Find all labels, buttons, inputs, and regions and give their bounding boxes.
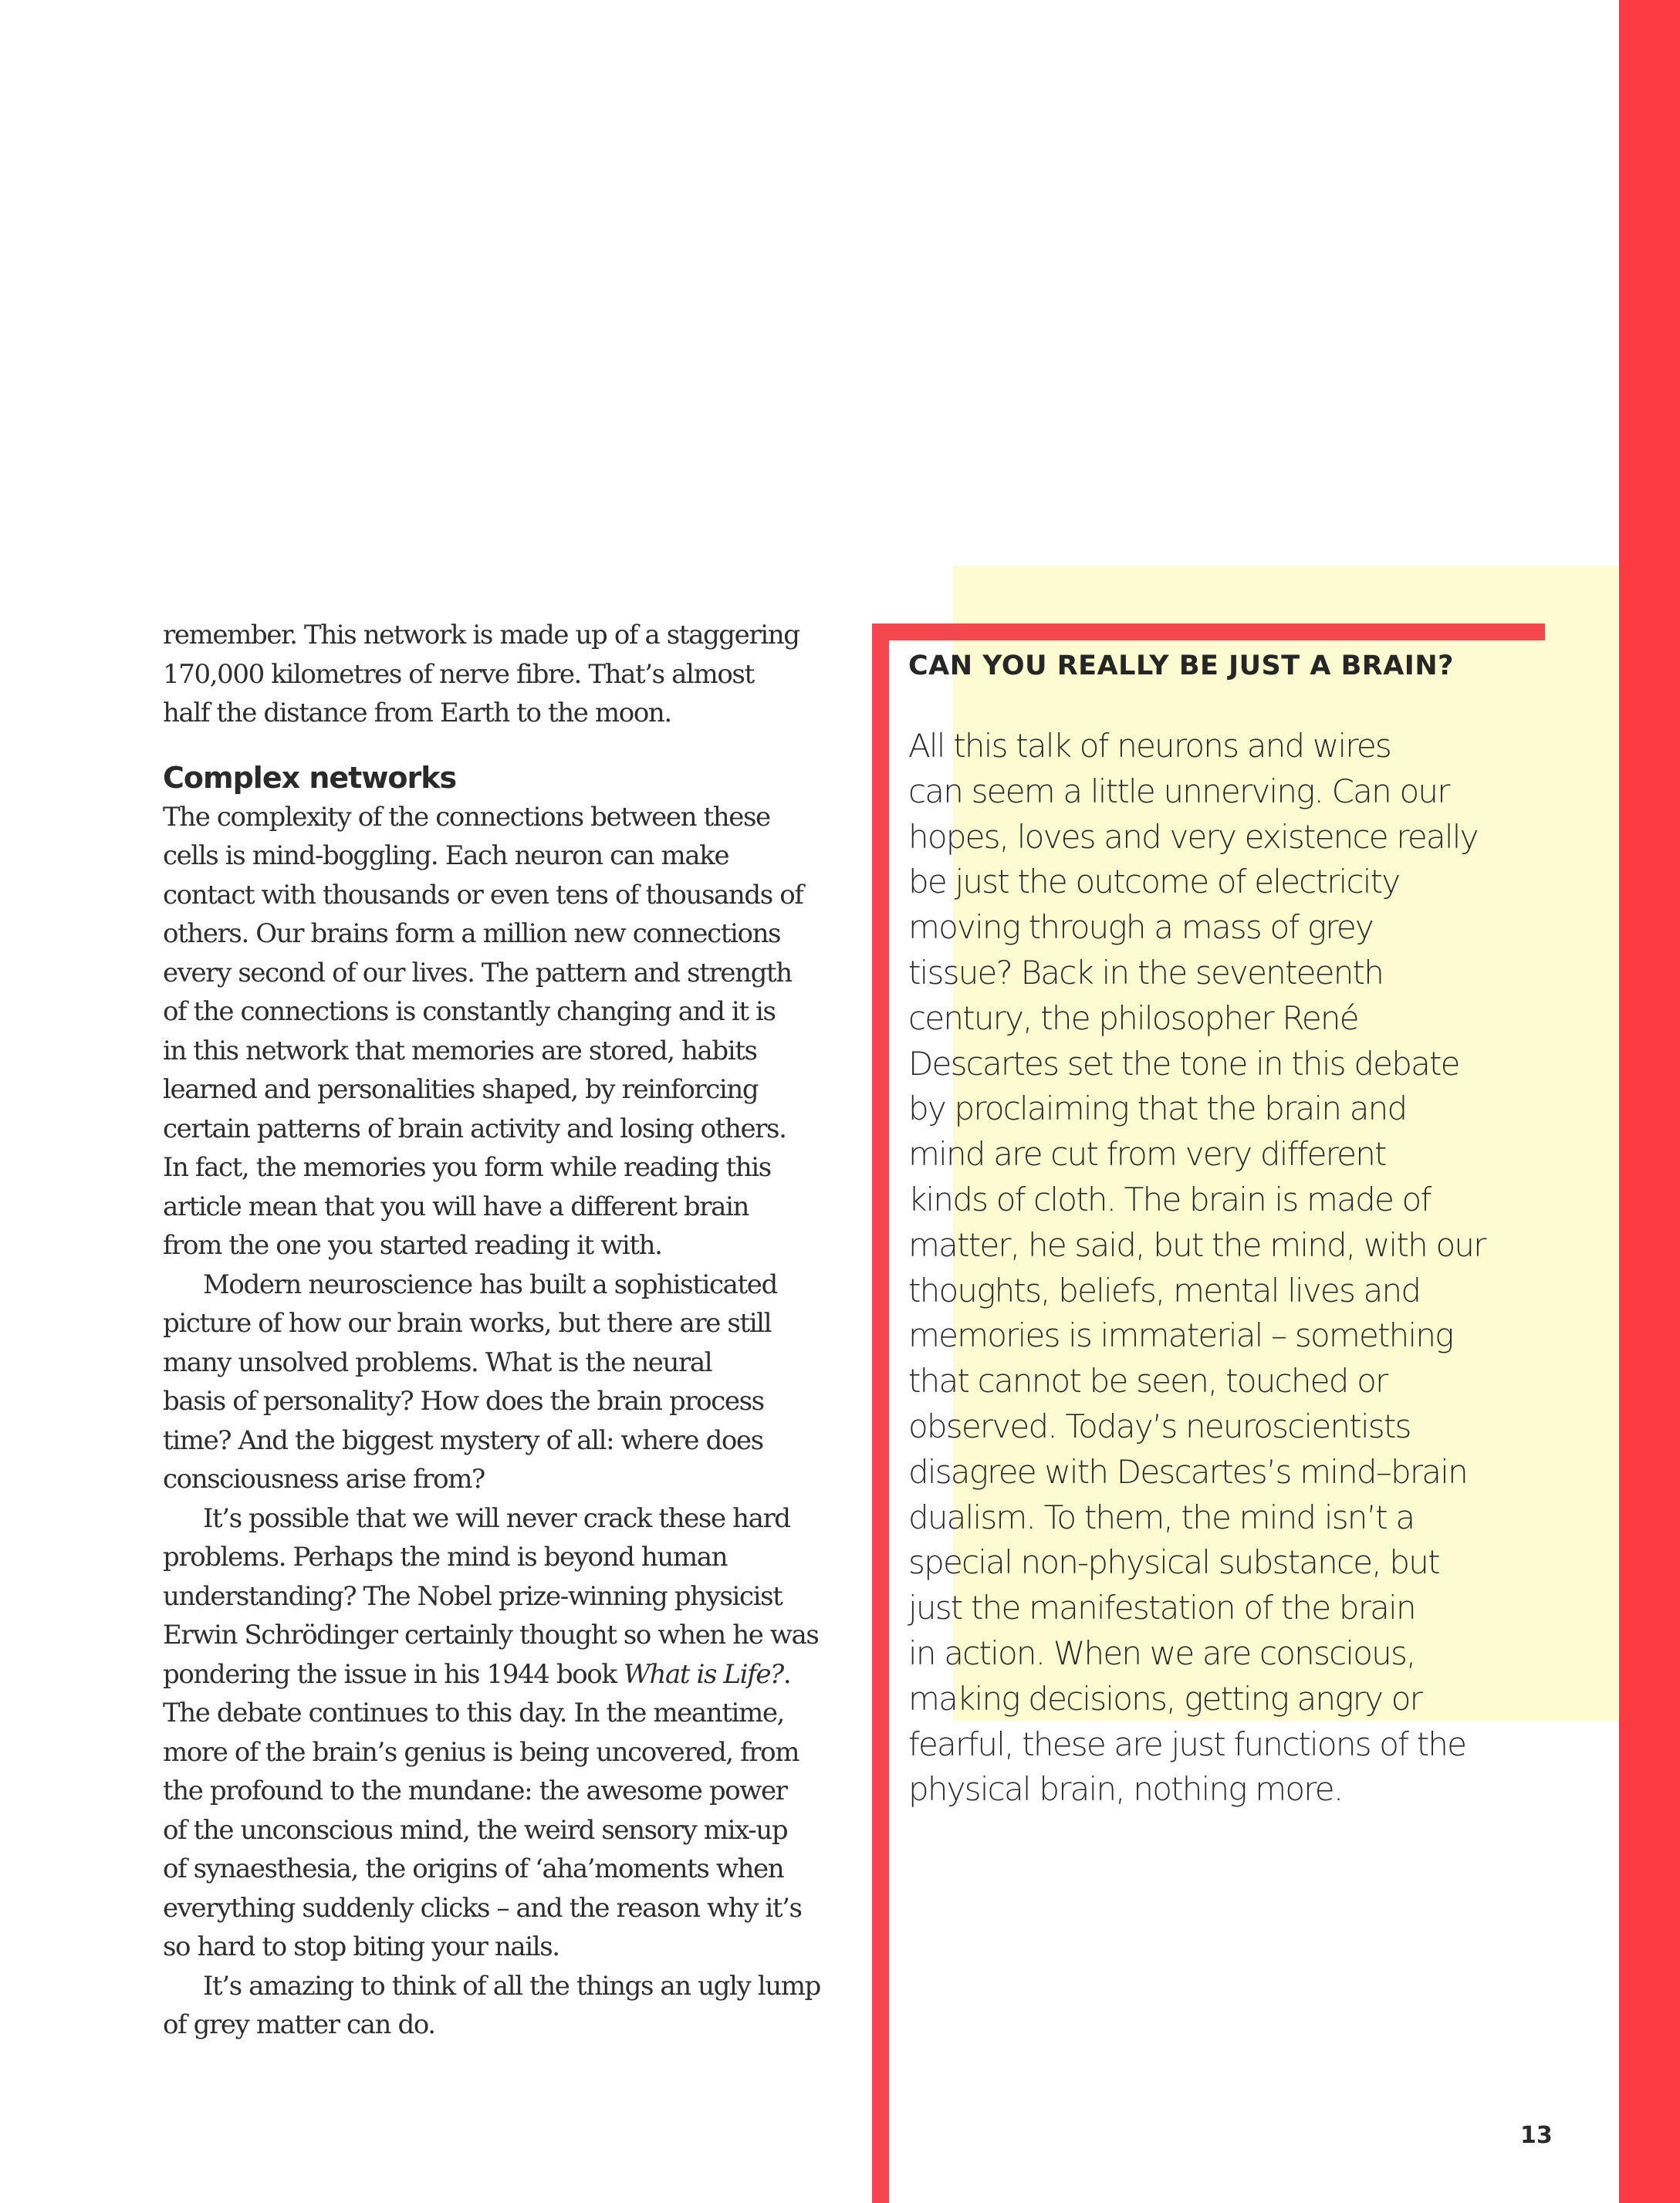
text-line: time? And the biggest mystery of all: where does xyxy=(163,1424,763,1456)
text-line: dualism. To them, the mind isn’t a xyxy=(908,1498,1415,1536)
text-line: hopes, loves and very existence really xyxy=(908,817,1478,856)
text-line: of the unconscious mind, the weird sensory mix-up xyxy=(163,1814,788,1846)
text-line: article mean that you will have a different brain xyxy=(163,1191,749,1222)
text-line: In fact, the memories you form while reading this xyxy=(163,1152,771,1183)
text-line: remember. This network is made up of a staggering xyxy=(163,620,799,650)
text-line: that cannot be seen, touched or xyxy=(908,1362,1388,1401)
sidebar-title: CAN YOU REALLY BE JUST A BRAIN? xyxy=(908,650,1454,681)
text-line: fearful, these are just functions of the xyxy=(908,1725,1466,1763)
text-line: in action. When we are conscious, xyxy=(908,1634,1415,1672)
text-line: others. Our brains form a million new connections xyxy=(163,918,781,949)
text-line: memories is immaterial – something xyxy=(908,1316,1453,1355)
text-line: It’s possible that we will never crack these hard xyxy=(203,1502,790,1534)
text-line: picture of how our brain works, but there are still xyxy=(163,1308,772,1339)
sidebar-frame-left-border xyxy=(872,623,889,2203)
text-fragment: . xyxy=(783,1658,791,1690)
text-line: many unsolved problems. What is the neural xyxy=(163,1346,712,1378)
text-line: Descartes set the tone in this debate xyxy=(908,1044,1459,1083)
text-line: of synaesthesia, the origins of ‘aha’moments when xyxy=(163,1853,784,1884)
intro-paragraph xyxy=(163,616,857,733)
text-fragment: pondering the issue in his 1944 book xyxy=(163,1658,624,1690)
page-edge-red-strip xyxy=(1619,0,1680,2203)
text-line: disagree with Descartes’s mind–brain xyxy=(908,1452,1467,1491)
text-line: every second of our lives. The pattern and strength xyxy=(163,957,792,988)
text-line: Modern neuroscience has built a sophisticated xyxy=(203,1269,777,1300)
text-line: tissue? Back in the seventeenth xyxy=(908,953,1384,992)
text-line: everything suddenly clicks – and the reason why it’s xyxy=(163,1892,802,1924)
text-line: It’s amazing to think of all the things an ugly lump xyxy=(203,1970,820,2002)
text-line: making decisions, getting angry or xyxy=(908,1679,1422,1718)
paragraph-2 xyxy=(163,1265,857,1499)
sidebar-body xyxy=(908,724,1526,1813)
text-line: The debate continues to this day. In the meantime, xyxy=(163,1698,784,1728)
paragraph-4 xyxy=(163,1967,857,2045)
text-line: problems. Perhaps the mind is beyond human xyxy=(163,1542,728,1573)
text-line: special non-physical substance, but xyxy=(908,1543,1439,1582)
text-line: be just the outcome of electricity xyxy=(908,863,1400,901)
text-line: All this talk of neurons and wires xyxy=(908,727,1391,765)
text-line: matter, he said, but the mind, with our xyxy=(908,1225,1486,1264)
text-line: so hard to stop biting your nails. xyxy=(163,1931,559,1962)
text-line xyxy=(163,1655,857,1694)
text-line: by proclaiming that the brain and xyxy=(908,1090,1407,1128)
book-title: What is Life? xyxy=(623,1658,783,1690)
text-line: the profound to the mundane: the awesome power xyxy=(163,1776,787,1806)
text-line: thoughts, beliefs, mental lives and xyxy=(908,1271,1421,1309)
text-line: moving through a mass of grey xyxy=(908,908,1373,947)
text-line: basis of personality? How does the brain process xyxy=(163,1386,764,1417)
text-line: can seem a little unnerving. Can our xyxy=(908,772,1449,810)
text-line: 170,000 kilometres of nerve fibre. That’s almost xyxy=(163,658,754,690)
text-line: contact with thousands or even tens of thousands of xyxy=(163,879,803,911)
text-line: century, the philosopher René xyxy=(908,998,1358,1037)
text-line: more of the brain’s genius is being uncovered, from xyxy=(163,1736,799,1768)
main-article-column xyxy=(163,616,857,2045)
text-line: kinds of cloth. The brain is made of xyxy=(908,1180,1431,1218)
section-heading: Complex networks xyxy=(163,760,457,795)
text-line: certain patterns of brain activity and losing others. xyxy=(163,1113,786,1144)
text-line: physical brain, nothing more. xyxy=(908,1770,1343,1809)
text-line: understanding? The Nobel prize-winning physicist xyxy=(163,1580,783,1612)
text-line: The complexity of the connections between these xyxy=(163,801,770,833)
text-line: Erwin Schrödinger certainly thought so when he was xyxy=(163,1620,819,1651)
text-line: half the distance from Earth to the moon. xyxy=(163,698,671,728)
text-line: of the connections is constantly changing and it is xyxy=(163,996,776,1027)
spacer xyxy=(163,733,857,761)
text-line: observed. Today’s neuroscientists xyxy=(908,1407,1411,1445)
paragraph-1 xyxy=(163,798,857,1265)
paragraph-3 xyxy=(163,1499,857,1967)
text-line: of grey matter can do. xyxy=(163,2009,435,2040)
page-number: 13 xyxy=(1520,2122,1553,2149)
text-line: just the manifestation of the brain xyxy=(908,1589,1415,1627)
text-line: in this network that memories are stored, habits xyxy=(163,1035,757,1066)
text-line: from the one you started reading it with. xyxy=(163,1230,662,1261)
text-line: learned and personalities shaped, by reinforcing xyxy=(163,1074,759,1105)
text-line: cells is mind-boggling. Each neuron can make xyxy=(163,840,729,871)
text-line: mind are cut from very different xyxy=(908,1135,1386,1174)
sidebar-frame-top-border xyxy=(872,623,1545,640)
text-line: consciousness arise from? xyxy=(163,1464,485,1495)
